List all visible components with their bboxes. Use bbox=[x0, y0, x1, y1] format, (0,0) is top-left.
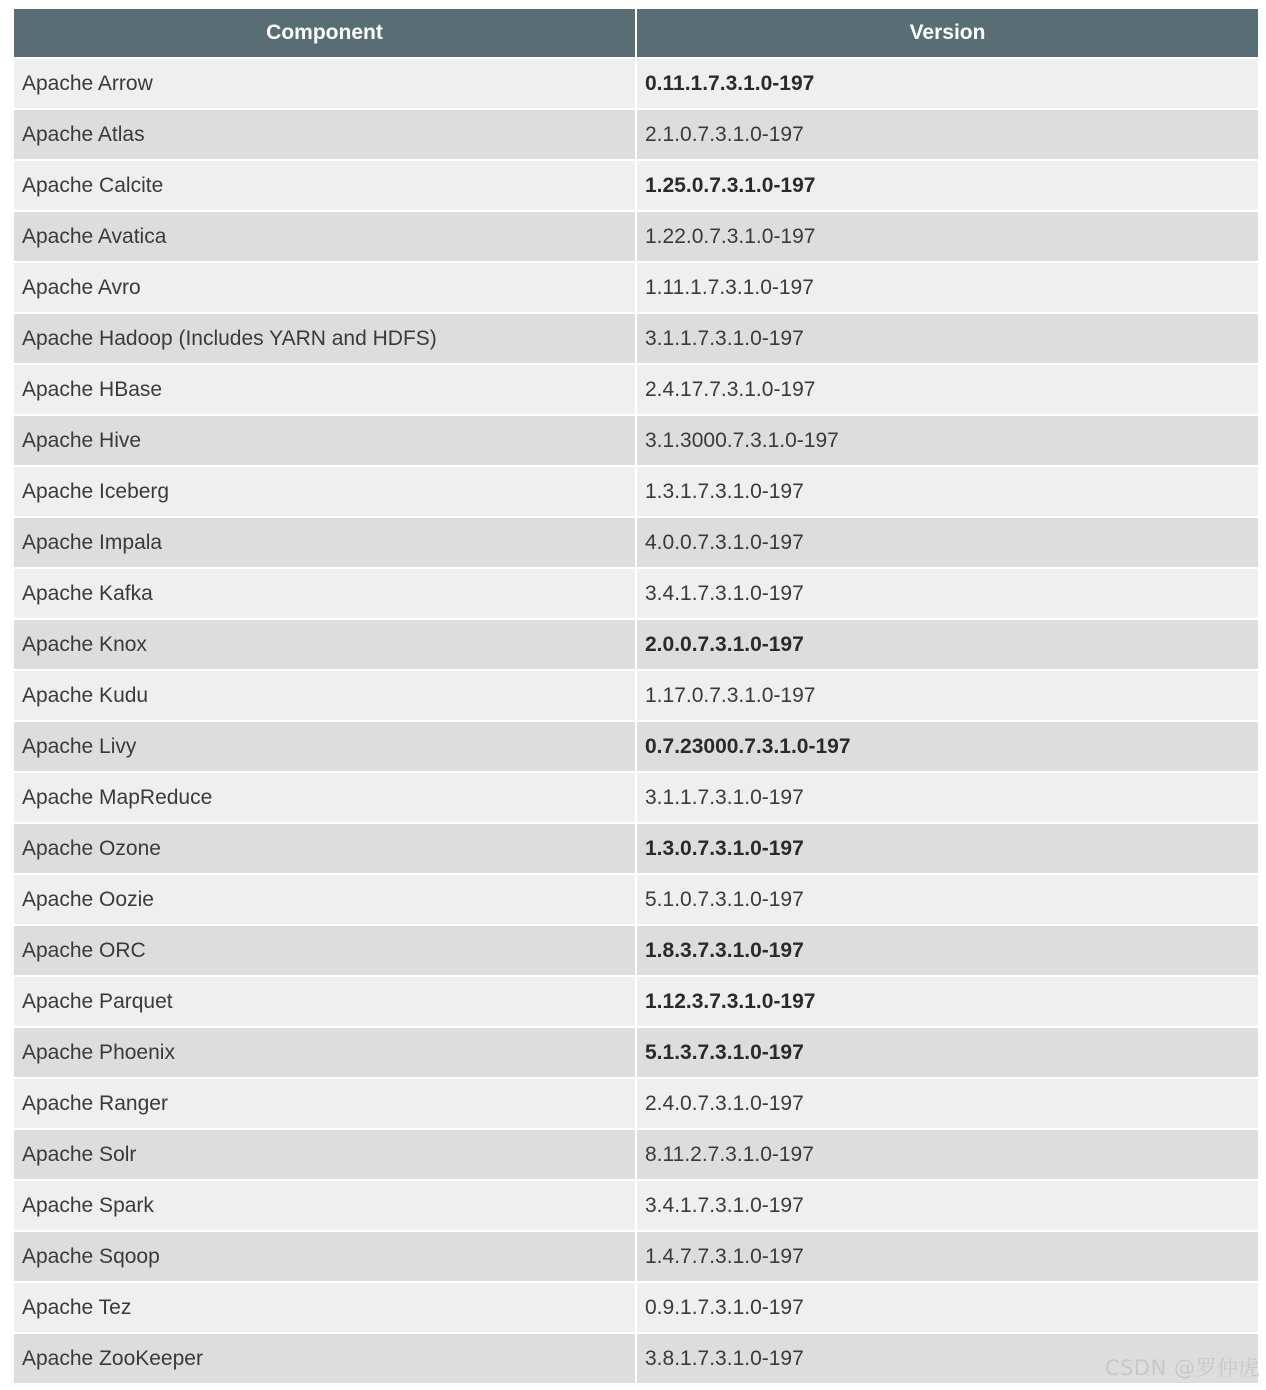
version-cell: 5.1.0.7.3.1.0-197 bbox=[636, 874, 1258, 925]
table-row bbox=[14, 1078, 1258, 1129]
version-cell: 3.1.3000.7.3.1.0-197 bbox=[636, 415, 1258, 466]
component-cell: Apache HBase bbox=[14, 364, 636, 415]
version-cell: 3.4.1.7.3.1.0-197 bbox=[636, 1180, 1258, 1231]
version-cell: 5.1.3.7.3.1.0-197 bbox=[636, 1027, 1258, 1078]
version-cell: 8.11.2.7.3.1.0-197 bbox=[636, 1129, 1258, 1180]
component-cell: Apache Livy bbox=[14, 721, 636, 772]
table-row bbox=[14, 211, 1258, 262]
version-cell: 1.4.7.7.3.1.0-197 bbox=[636, 1231, 1258, 1282]
component-cell: Apache Avatica bbox=[14, 211, 636, 262]
version-cell: 2.1.0.7.3.1.0-197 bbox=[636, 109, 1258, 160]
component-cell: Apache Knox bbox=[14, 619, 636, 670]
table-row bbox=[14, 1333, 1258, 1383]
component-cell: Apache Atlas bbox=[14, 109, 636, 160]
version-cell: 1.12.3.7.3.1.0-197 bbox=[636, 976, 1258, 1027]
component-cell: Apache Arrow bbox=[14, 58, 636, 109]
table-body bbox=[14, 58, 1258, 1383]
table-row bbox=[14, 466, 1258, 517]
component-cell: Apache Impala bbox=[14, 517, 636, 568]
version-column-header: Version bbox=[636, 9, 1258, 58]
version-cell: 3.1.1.7.3.1.0-197 bbox=[636, 772, 1258, 823]
component-column-header: Component bbox=[14, 9, 636, 58]
component-cell: Apache Parquet bbox=[14, 976, 636, 1027]
component-cell: Apache Phoenix bbox=[14, 1027, 636, 1078]
table-row bbox=[14, 1129, 1258, 1180]
version-cell: 1.3.1.7.3.1.0-197 bbox=[636, 466, 1258, 517]
table-row bbox=[14, 1282, 1258, 1333]
component-cell: Apache Hive bbox=[14, 415, 636, 466]
version-cell: 4.0.0.7.3.1.0-197 bbox=[636, 517, 1258, 568]
component-cell: Apache Spark bbox=[14, 1180, 636, 1231]
version-cell: 0.7.23000.7.3.1.0-197 bbox=[636, 721, 1258, 772]
component-cell: Apache Hadoop (Includes YARN and HDFS) bbox=[14, 313, 636, 364]
table-row bbox=[14, 1027, 1258, 1078]
table-row bbox=[14, 58, 1258, 109]
version-cell: 1.11.1.7.3.1.0-197 bbox=[636, 262, 1258, 313]
table-row bbox=[14, 262, 1258, 313]
component-cell: Apache ZooKeeper bbox=[14, 1333, 636, 1383]
component-version-table bbox=[14, 9, 1258, 1383]
version-cell: 2.0.0.7.3.1.0-197 bbox=[636, 619, 1258, 670]
table-row bbox=[14, 619, 1258, 670]
table-row bbox=[14, 925, 1258, 976]
component-cell: Apache Kafka bbox=[14, 568, 636, 619]
version-cell: 1.8.3.7.3.1.0-197 bbox=[636, 925, 1258, 976]
version-cell: 1.25.0.7.3.1.0-197 bbox=[636, 160, 1258, 211]
component-cell: Apache Ozone bbox=[14, 823, 636, 874]
version-table-container bbox=[14, 9, 1258, 1383]
table-row bbox=[14, 874, 1258, 925]
component-cell: Apache Solr bbox=[14, 1129, 636, 1180]
version-cell: 1.3.0.7.3.1.0-197 bbox=[636, 823, 1258, 874]
table-row bbox=[14, 415, 1258, 466]
component-cell: Apache Ranger bbox=[14, 1078, 636, 1129]
component-cell: Apache Calcite bbox=[14, 160, 636, 211]
table-row bbox=[14, 1231, 1258, 1282]
table-row bbox=[14, 721, 1258, 772]
table-row bbox=[14, 517, 1258, 568]
version-cell: 1.22.0.7.3.1.0-197 bbox=[636, 211, 1258, 262]
component-cell: Apache Iceberg bbox=[14, 466, 636, 517]
version-cell: 2.4.0.7.3.1.0-197 bbox=[636, 1078, 1258, 1129]
component-cell: Apache ORC bbox=[14, 925, 636, 976]
table-row bbox=[14, 823, 1258, 874]
watermark-text: CSDN @罗仲虎 bbox=[1104, 1356, 1260, 1380]
component-cell: Apache Oozie bbox=[14, 874, 636, 925]
table-row bbox=[14, 670, 1258, 721]
table-row bbox=[14, 160, 1258, 211]
table-row bbox=[14, 364, 1258, 415]
component-cell: Apache MapReduce bbox=[14, 772, 636, 823]
component-cell: Apache Sqoop bbox=[14, 1231, 636, 1282]
table-row bbox=[14, 568, 1258, 619]
version-cell: 0.9.1.7.3.1.0-197 bbox=[636, 1282, 1258, 1333]
version-cell: 2.4.17.7.3.1.0-197 bbox=[636, 364, 1258, 415]
version-cell: 3.1.1.7.3.1.0-197 bbox=[636, 313, 1258, 364]
table-header-row bbox=[14, 9, 1258, 58]
version-cell: 0.11.1.7.3.1.0-197 bbox=[636, 58, 1258, 109]
table-row bbox=[14, 313, 1258, 364]
version-cell: 1.17.0.7.3.1.0-197 bbox=[636, 670, 1258, 721]
table-row bbox=[14, 772, 1258, 823]
component-cell: Apache Avro bbox=[14, 262, 636, 313]
table-row bbox=[14, 976, 1258, 1027]
version-cell: 3.8.1.7.3.1.0-197 bbox=[636, 1333, 1258, 1383]
component-cell: Apache Tez bbox=[14, 1282, 636, 1333]
component-cell: Apache Kudu bbox=[14, 670, 636, 721]
table-row bbox=[14, 1180, 1258, 1231]
table-row bbox=[14, 109, 1258, 160]
version-cell: 3.4.1.7.3.1.0-197 bbox=[636, 568, 1258, 619]
